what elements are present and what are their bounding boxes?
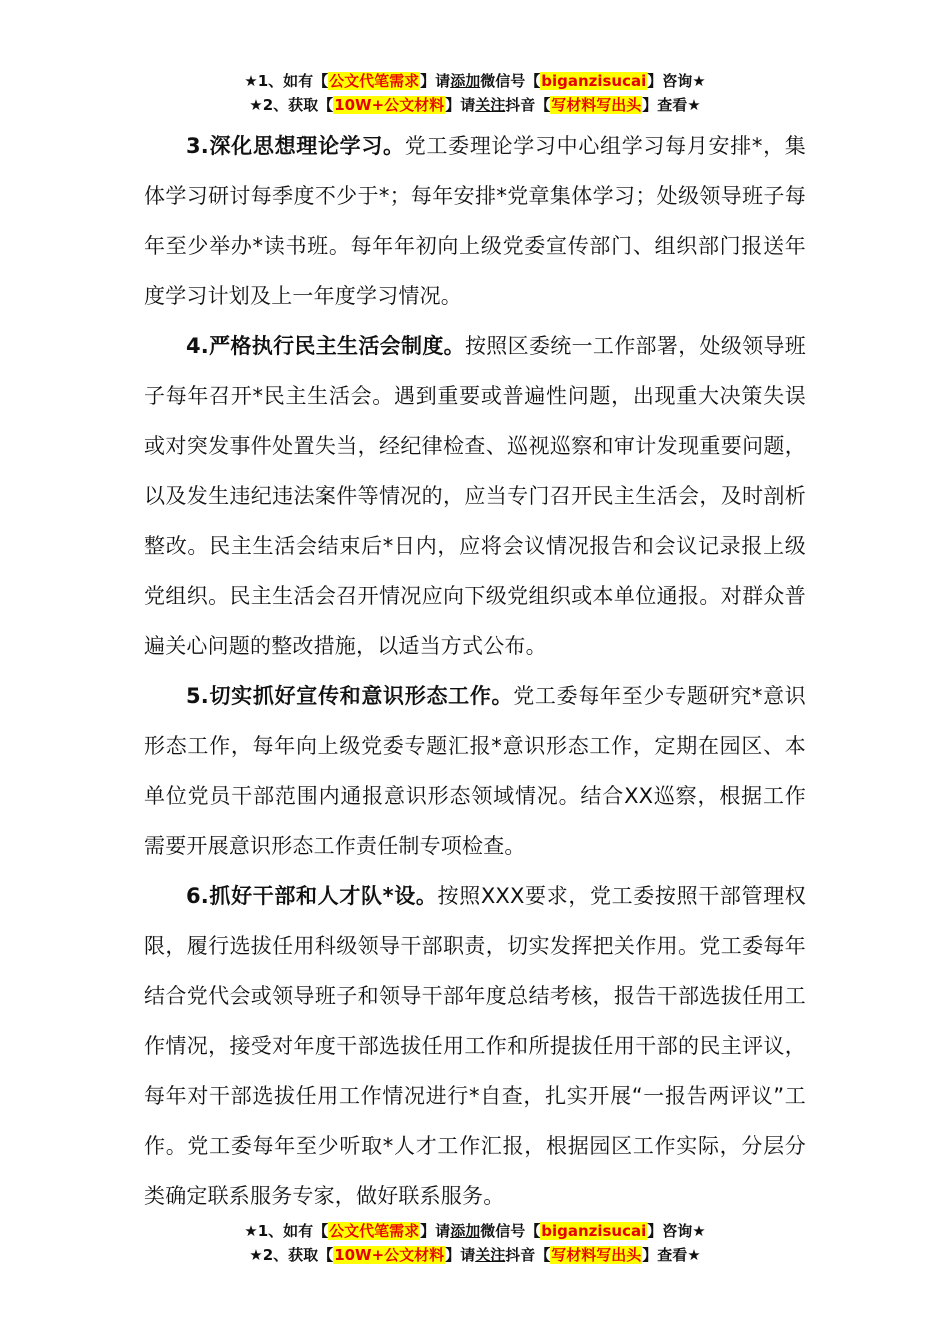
banner-text: 】请 [445,1246,476,1264]
banner-underlined-text: 关注 [475,1246,506,1264]
banner-text: 】查看★ [642,96,701,114]
paragraph-heading: 6.抓好干部和人才队*设。 [186,884,438,908]
banner-text: ★2、获取【 [249,1246,334,1264]
banner-line-2 [0,1243,950,1267]
paragraph-text: 按照XXX要求，党工委按照干部管理权限，履行选拔任用科级领导干部职责，切实发挥把关作用。党工委每年结合党代会或领导班子和领导干部年度总结考核，报告干部选拔任用工作情况，接受对年度干部选拔任用工作和所提拔任用干部的民主评议，每年对干部选拔任用工作情况进行*自查，扎实开展“一报告两评议”工作。党工委每年至少听取*人才工作汇报，根据园区工作实际，分层分类确定联系服务专家，做好联系服务。 [144,884,807,1208]
banner-text: 微信号【 [480,1222,541,1240]
banner-underlined-text: 关注 [475,96,506,114]
banner-highlight: 写材料写出头 [551,1246,642,1264]
banner-text: ★1、如有【 [244,72,329,90]
paragraph-heading: 4.严格执行民主生活会制度。 [186,334,465,358]
banner-text: ★2、获取【 [249,96,334,114]
banner-highlight: 10W+公文材料 [334,96,445,114]
document-body [144,121,806,1221]
paragraph-6 [144,871,806,1221]
paragraph-4 [144,321,806,671]
banner-underlined-text: 添加 [450,72,481,90]
banner-text: ★1、如有【 [244,1222,329,1240]
banner-highlight: biganzisucai [541,72,647,90]
banner-text: 】请 [420,72,451,90]
banner-text: 微信号【 [480,72,541,90]
banner-line-2 [0,93,950,117]
banner-line-1 [0,69,950,93]
paragraph-text: 党工委每年至少专题研究*意识形态工作，每年向上级党委专题汇报*意识形态工作，定期在园区、本单位党员干部范围内通报意识形态领域情况。结合XX巡察，根据工作需要开展意识形态工作责任制专项检查。 [144,684,806,858]
paragraph-heading: 3.深化思想理论学习。 [186,134,405,158]
banner-highlight: 10W+公文材料 [334,1246,445,1264]
top-banner [0,69,950,117]
banner-text: 】请 [445,96,476,114]
paragraph-3 [144,121,806,321]
paragraph-text: 党工委理论学习中心组学习每月安排*，集体学习研讨每季度不少于*；每年安排*党章集体学习；处级领导班子每年至少举办*读书班。每年年初向上级党委宣传部门、组织部门报送年度学习计划及上一年度学习情况。 [144,134,806,308]
banner-highlight: 公文代笔需求 [329,1222,420,1240]
paragraph-heading: 5.切实抓好宣传和意识形态工作。 [186,684,514,708]
banner-underlined-text: 添加 [450,1222,481,1240]
paragraph-text: 按照区委统一工作部署，处级领导班子每年召开*民主生活会。遇到重要或普遍性问题，出现重大决策失误或对突发事件处置失当，经纪律检查、巡视巡察和审计发现重要问题，以及发生违纪违法案件等情况的，应当专门召开民主生活会，及时剖析整改。民主生活会结束后*日内，应将会议情况报告和会议记录报上级党组织。民主生活会召开情况应向下级党组织或本单位通报。对群众普遍关心问题的整改措施，以适当方式公布。 [144,334,807,658]
banner-text: 】请 [420,1222,451,1240]
bottom-banner [0,1219,950,1267]
banner-highlight: biganzisucai [541,1222,647,1240]
banner-text: 】咨询★ [647,1222,706,1240]
banner-highlight: 写材料写出头 [551,96,642,114]
banner-text: 】查看★ [642,1246,701,1264]
paragraph-5 [144,671,806,871]
banner-text: 】咨询★ [647,72,706,90]
banner-text: 抖音【 [505,1246,551,1264]
banner-text: 抖音【 [505,96,551,114]
banner-highlight: 公文代笔需求 [329,72,420,90]
banner-line-1 [0,1219,950,1243]
